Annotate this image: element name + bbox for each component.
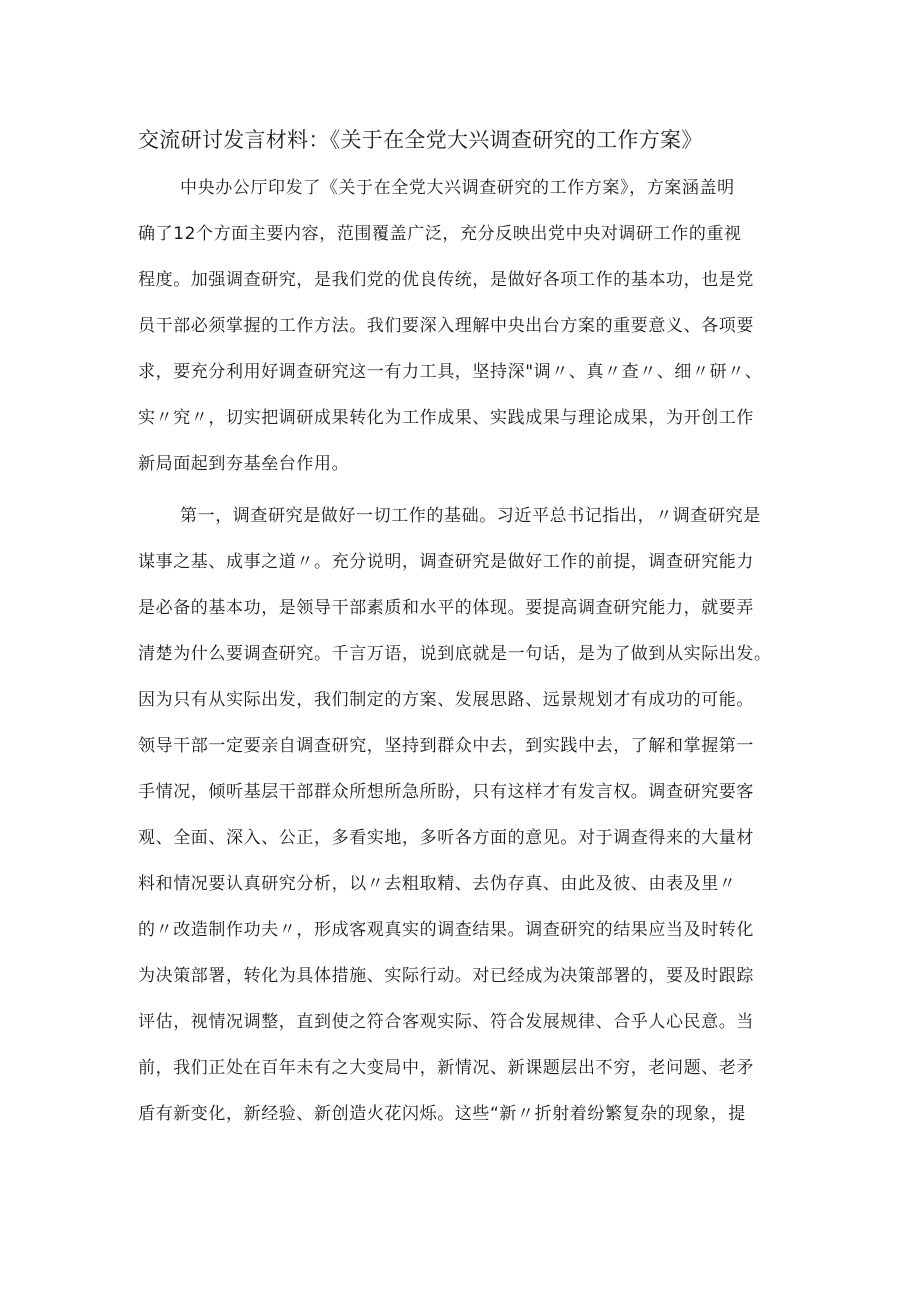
paragraph-2-line: 领导干部一定要亲自调查研究，坚持到群众中去，到实践中去，了解和掌握第一 <box>138 736 754 756</box>
paragraph-1-line: 程度。加强调查研究，是我们党的优良传统，是做好各项工作的基本功，也是党 <box>138 270 754 290</box>
paragraph-1-line: 确了12个方面主要内容，范围覆盖广泛，充分反映出党中央对调研工作的重视 <box>138 224 742 244</box>
paragraph-1-line: 员干部必须掌握的工作方法。我们要深入理解中央出台方案的重要意义、各项要 <box>138 316 754 336</box>
paragraph-2-line: 谋事之基、成事之道〃。充分说明，调查研究是做好工作的前提，调查研究能力 <box>138 552 754 572</box>
paragraph-1-line: 实〃究〃，切实把调研成果转化为工作成果、实践成果与理论成果，为开创工作 <box>138 408 754 428</box>
paragraph-2-line: 为决策部署，转化为具体措施、实际行动。对已经成为决策部署的，要及时跟踪 <box>138 966 754 986</box>
paragraph-1-line: 中央办公厅印发了《关于在全党大兴调查研究的工作方案》，方案涵盖明 <box>180 178 735 198</box>
paragraph-2-line: 因为只有从实际出发，我们制定的方案、发展思路、远景规划才有成功的可能。 <box>138 690 754 710</box>
paragraph-2-line: 是必备的基本功，是领导干部素质和水平的体现。要提高调查研究能力，就要弄 <box>138 598 754 618</box>
paragraph-2-line: 料和情况要认真研究分析，以〃去粗取精、去伪存真、由此及彼、由表及里〃 <box>138 874 737 894</box>
paragraph-2-line: 手情况，倾听基层干部群众所想所急所盼，只有这样才有发言权。调查研究要客 <box>138 782 754 802</box>
paragraph-1-line: 新局面起到夯基垒台作用。 <box>138 454 350 474</box>
document-title: 交流研讨发言材料：《关于在全党大兴调查研究的工作方案》 <box>138 128 703 152</box>
paragraph-2-line: 的〃改造制作功夫〃，形成客观真实的调查结果。调查研究的结果应当及时转化 <box>138 920 754 940</box>
paragraph-2-line: 评估，视情况调整，直到使之符合客观实际、符合发展规律、合乎人心民意。当 <box>138 1012 754 1032</box>
paragraph-2-line: 前，我们正处在百年未有之大变局中，新情况、新课题层出不穷，老问题、老矛 <box>138 1058 754 1078</box>
paragraph-2-line: 盾有新变化，新经验、新创造火花闪烁。这些“新〃折射着纷繁复杂的现象，提 <box>138 1104 746 1124</box>
paragraph-1-line: 求，要充分利用好调查研究这一有力工具，坚持深"调〃、真〃查〃、细〃研〃、 <box>138 362 763 382</box>
paragraph-2-line: 观、全面、深入、公正，多看实地，多听各方面的意见。对于调查得来的大量材 <box>138 828 754 848</box>
paragraph-2-line: 第一，调查研究是做好一切工作的基础。习近平总书记指出，〃调查研究是 <box>180 506 761 526</box>
paragraph-2-line: 清楚为什么要调查研究。千言万语，说到底就是一句话，是为了做到从实际出发。 <box>138 644 772 664</box>
